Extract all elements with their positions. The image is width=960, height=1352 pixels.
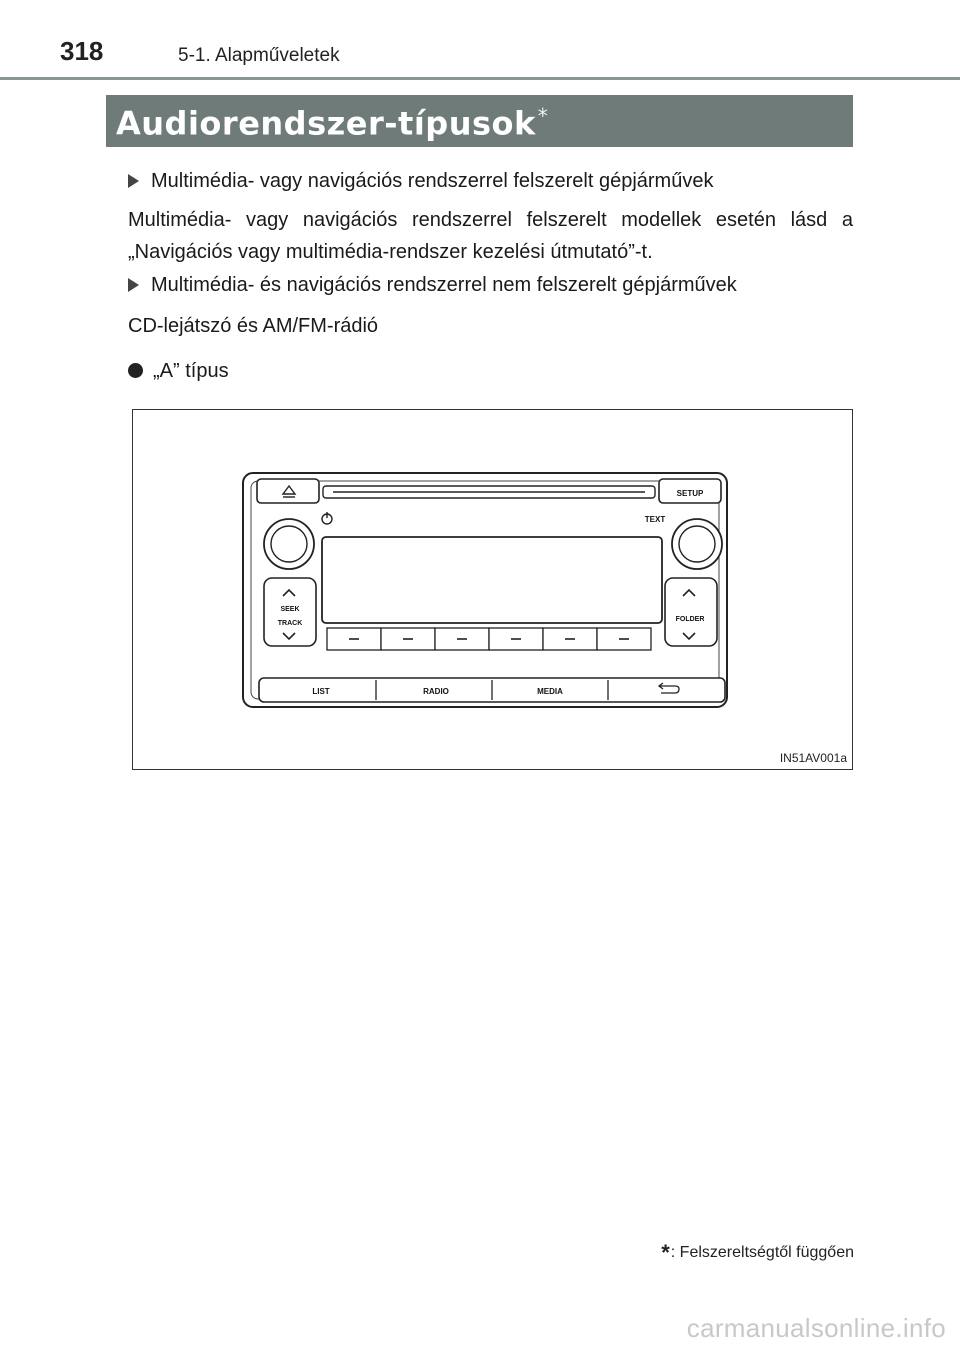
section-title-bar	[106, 95, 853, 147]
equipment-asterisk: *	[537, 104, 549, 128]
figure-code: IN51AV001a	[779, 751, 847, 765]
footnote-asterisk: *	[661, 1240, 670, 1265]
type-a-label: „A” típus	[153, 360, 229, 382]
section-title	[116, 104, 548, 143]
eject-button	[257, 479, 319, 503]
paragraph-cd-radio: CD-lejátszó és AM/FM-rádió	[128, 315, 379, 337]
setup-label: SETUP	[676, 489, 704, 498]
paragraph-multimedia: Multimédia- vagy navigációs rendszerrel felszerelt modellek esetén lásd a „Navigációs vagy multimédia-rendszer kezelési útmutató”-t.	[128, 209, 853, 263]
triangle-bullet-icon	[128, 174, 139, 188]
header-divider	[0, 77, 960, 80]
subhead-multimedia	[128, 170, 713, 193]
watermark: carmanualsonline.info	[686, 1313, 946, 1343]
preset-buttons	[327, 628, 651, 650]
text-label: TEXT	[644, 515, 666, 524]
audio-unit-illustration	[133, 410, 852, 769]
subhead-multimedia-text: Multimédia- vagy navigációs rendszerrel felszerelt gépjárművek	[151, 170, 714, 192]
type-a-bullet	[128, 360, 229, 383]
chapter-label: 5-1. Alapműveletek	[178, 45, 340, 66]
folder-button	[665, 578, 717, 646]
footnote	[661, 1240, 854, 1266]
bullet-dot-icon	[128, 363, 143, 378]
list-button: LIST	[312, 687, 330, 696]
subhead-no-multimedia-text: Multimédia- és navigációs rendszerrel nem felszerelt gépjárművek	[151, 274, 737, 296]
triangle-bullet-icon	[128, 278, 139, 292]
folder-label: FOLDER	[675, 616, 705, 623]
display-screen	[322, 537, 662, 623]
page-number: 318	[60, 36, 104, 66]
audio-unit-figure	[132, 409, 853, 770]
radio-button: RADIO	[423, 687, 449, 696]
seek-label: SEEK	[280, 606, 300, 613]
section-title-text: Audiorendszer-típusok	[116, 104, 536, 143]
track-label: TRACK	[277, 620, 303, 627]
media-button: MEDIA	[537, 687, 563, 696]
subhead-no-multimedia	[128, 274, 737, 297]
footnote-text: : Felszereltségtől függően	[670, 1244, 854, 1261]
